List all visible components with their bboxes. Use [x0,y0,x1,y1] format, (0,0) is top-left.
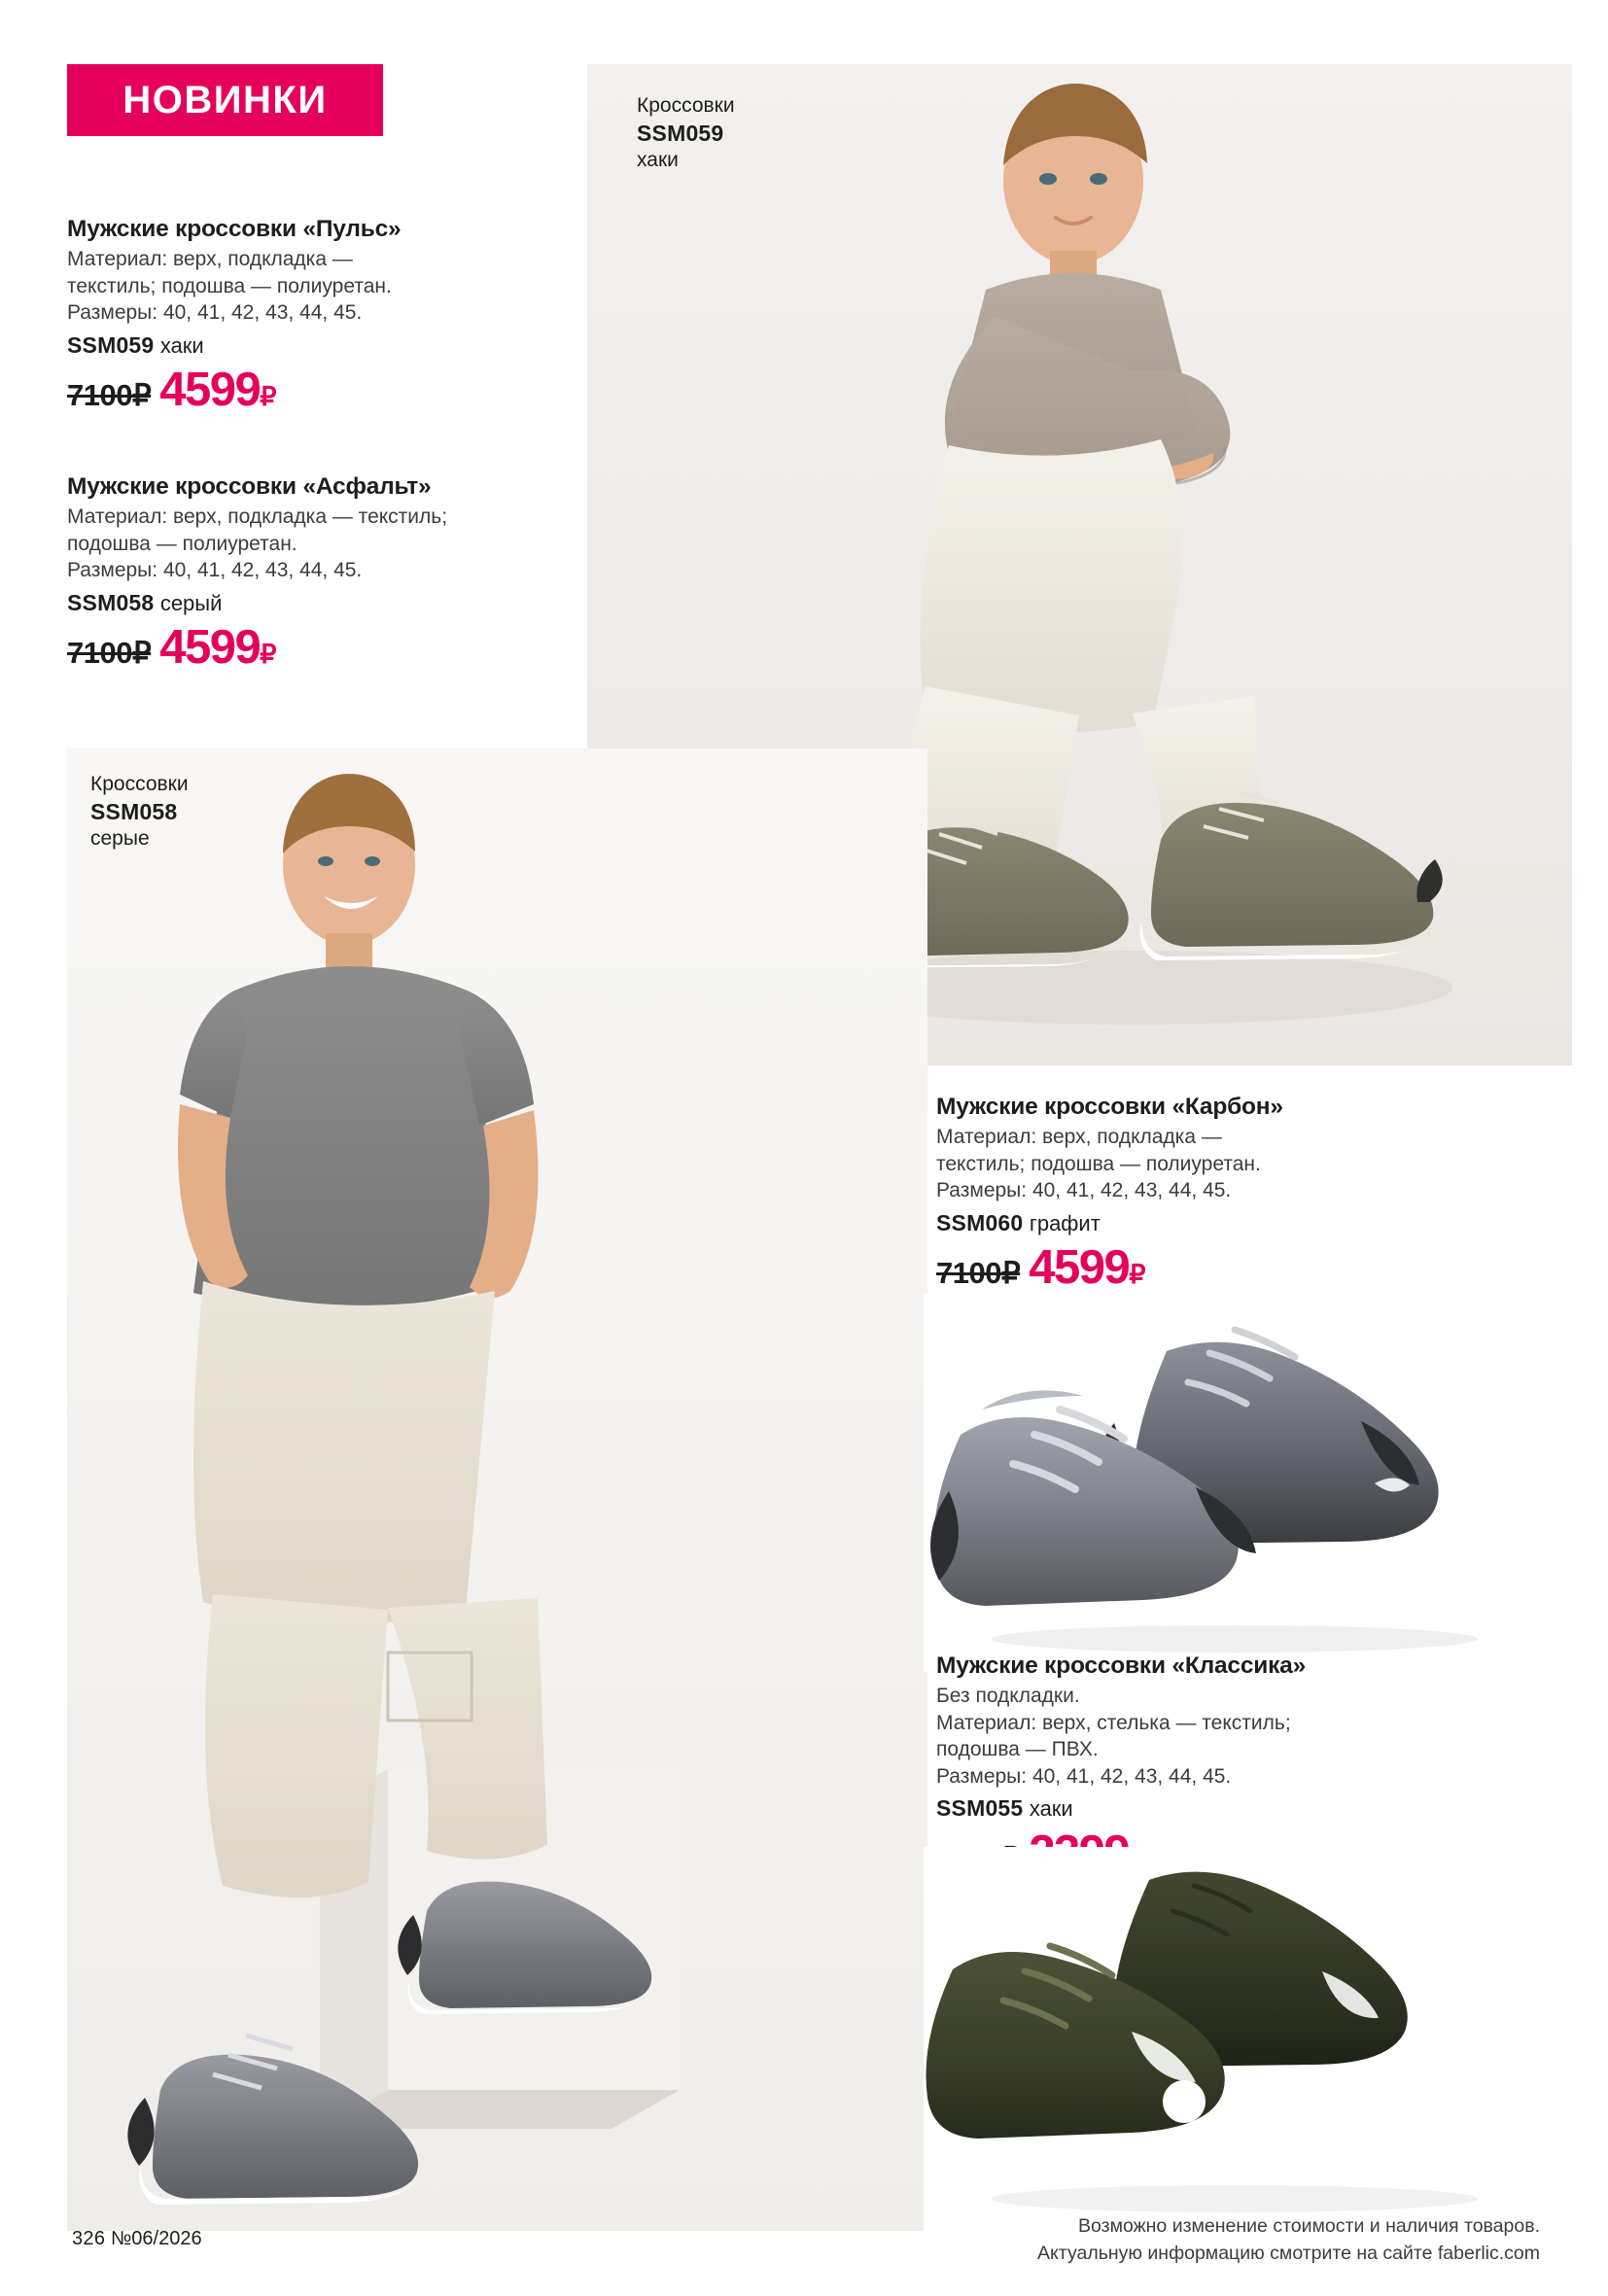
photo-product-carbon-sneakers [924,1293,1565,1672]
description-line: Размеры: 40, 41, 42, 43, 44, 45. [67,559,363,581]
caption-line2: SSM058 [90,798,178,824]
product-description [936,1124,1442,1204]
new-price-value: 4599 [159,363,261,416]
price-row [67,363,573,416]
product-code-row [936,1210,1442,1236]
description-line: Материал: верх, подкладка — [67,248,353,270]
novelty-badge-label: НОВИНКИ [122,78,328,122]
issue-number: №06/2026 [110,2228,202,2249]
disclaimer-line1: Возможно изменение стоимости и наличия товаров. [1078,2215,1540,2237]
photo-product-classic-sneakers [924,1847,1565,2236]
description-line: Размеры: 40, 41, 42, 43, 44, 45. [936,1179,1232,1201]
caption-line3: хаки [637,149,679,172]
old-price: 7100₽ [936,1255,1021,1290]
product-color: хаки [1029,1796,1073,1821]
caption-line2: SSM059 [637,120,724,146]
product-title: Мужские кроссовки «Карбон» [936,1094,1283,1120]
product-color: графит [1029,1210,1101,1235]
product-description [67,504,612,584]
caption-ssm059 [637,93,735,174]
description-line: текстиль; подошва — полиуретан. [936,1152,1261,1175]
product-title: Мужские кроссовки «Асфальт» [67,473,432,500]
product-code: SSM060 [936,1209,1024,1235]
new-price-value: 4599 [159,620,261,674]
photo-illustration [924,1293,1565,1672]
description-line: подошва — ПВХ. [936,1738,1099,1760]
price-row [936,1240,1442,1294]
product-block-klassika [936,1652,1442,1877]
new-price-value: 4599 [1029,1240,1130,1294]
product-code-row [936,1795,1442,1822]
description-line: текстиль; подошва — полиуретан. [67,274,392,297]
product-title: Мужские кроссовки «Пульс» [67,216,402,242]
currency-symbol: ₽ [260,381,277,411]
product-code-row [67,590,612,616]
product-code-row [67,332,573,359]
product-color: серый [159,590,223,615]
photo-illustration [67,748,927,2231]
new-price [1029,1240,1146,1294]
footer-page-info [72,2228,202,2250]
caption-line1: Кроссовки [637,94,735,117]
description-line: Размеры: 40, 41, 42, 43, 44, 45. [936,1764,1232,1788]
product-block-puls [67,216,573,414]
product-block-asfalt [67,473,612,672]
description-line: Материал: верх, подкладка — [936,1126,1222,1148]
product-title: Мужские кроссовки «Классика» [936,1652,1307,1679]
description-line: Материал: верх, подкладка — текстиль; [67,505,448,528]
price-row [67,620,612,674]
currency-symbol: ₽ [260,639,277,669]
product-block-karbon [936,1094,1442,1292]
description-line: подошва — полиуретан. [67,532,297,555]
currency-symbol: ₽ [1129,1259,1146,1289]
old-price: 7100₽ [67,377,152,412]
caption-line1: Кроссовки [90,773,189,795]
product-description [67,246,573,327]
product-description [936,1683,1442,1790]
photo-illustration [924,1847,1565,2236]
caption-ssm058 [90,772,189,852]
product-code: SSM058 [67,589,155,615]
product-code: SSM055 [936,1795,1024,1821]
new-price [159,363,277,416]
description-line: Материал: верх, стелька — текстиль; [936,1711,1291,1734]
page-number: 326 [72,2228,106,2249]
disclaimer-line2: Актуальную информацию смотрите на сайте faberlic.com [1037,2242,1540,2264]
footer-disclaimer [1037,2213,1540,2267]
photo-model-grey-sneakers [67,748,927,2231]
novelty-badge [67,64,383,136]
description-line: Размеры: 40, 41, 42, 43, 44, 45. [67,301,363,324]
description-line: Без подкладки. [936,1685,1080,1707]
old-price: 7100₽ [67,635,152,670]
product-color: хаки [159,332,204,358]
caption-line3: серые [90,827,150,851]
new-price [159,620,277,674]
product-code: SSM059 [67,331,155,358]
